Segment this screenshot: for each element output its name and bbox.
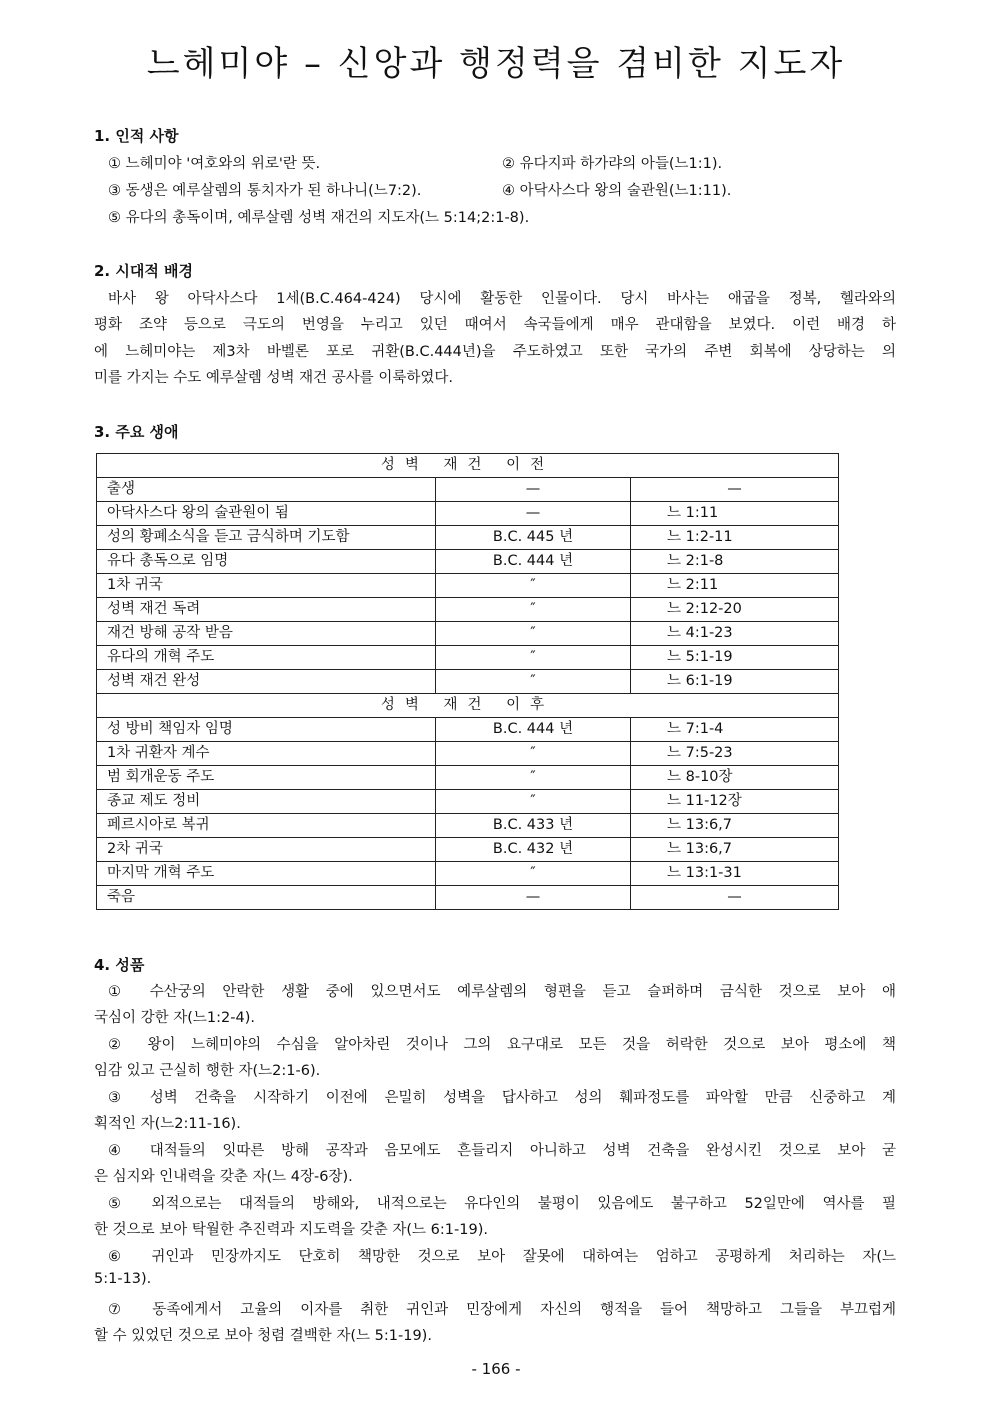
- ref-text: 느 1:11: [667, 505, 719, 521]
- ref-text: 느 13:6,7: [667, 817, 733, 833]
- date-cell: B.C. 432 년: [436, 838, 631, 862]
- section-4-line-4: 임감 있고 근실히 행한 자(느2:1-6).: [94, 1063, 321, 1079]
- table-row: [97, 574, 839, 598]
- ref-cell: [631, 598, 839, 622]
- event-cell: 죽음: [97, 886, 436, 910]
- ref-cell: —: [631, 886, 839, 910]
- date-cell: B.C. 444 년: [436, 550, 631, 574]
- section-2-line-3: 에 느헤미야는 제3차 바벨론 포로 귀환(B.C.444년)을 주도하였고 또한 국가의 주변 회복에 상당하는 의: [94, 344, 896, 360]
- page-title: 느헤미야 – 신앙과 행정력을 겸비한 지도자: [146, 44, 846, 84]
- date-cell: ″: [436, 862, 631, 886]
- section-4-line-1: ① 수산궁의 안락한 생활 중에 있으면서도 예루살렘의 형편을 듣고 슬퍼하며 금식한 것으로 보아 애: [108, 984, 896, 1000]
- date-cell: ″: [436, 646, 631, 670]
- section-4-line-8: 은 심지와 인내력을 갖춘 자(느 4장-6장).: [94, 1169, 353, 1185]
- event-cell: 유다 총독으로 임명: [97, 550, 436, 574]
- section-2-line-2: 평화 조약 등으로 극도의 번영을 누리고 있던 때여서 속국들에게 매우 관대함을 보였다. 이런 배경 하: [94, 317, 896, 333]
- ref-cell: [631, 718, 839, 742]
- date-cell: ″: [436, 574, 631, 598]
- table-row: [97, 598, 839, 622]
- event-cell: 범 회개운동 주도: [97, 766, 436, 790]
- section-2-line-4: 미를 가지는 수도 예루살렘 성벽 재건 공사를 이룩하였다.: [94, 370, 454, 386]
- section-4-line-3: ② 왕이 느헤미야의 수심을 알아차린 것이나 그의 요구대로 모든 것을 허락한 것으로 보아 평소에 책: [108, 1037, 896, 1053]
- section-4-line-6: 획적인 자(느2:11-16).: [94, 1116, 241, 1132]
- section-4-line-14: 할 수 있었던 것으로 보아 청렴 결백한 자(느 5:1-19).: [94, 1328, 432, 1344]
- event-cell: 페르시아로 복귀: [97, 814, 436, 838]
- event-cell: 1차 귀국: [97, 574, 436, 598]
- ref-text: 느 13:1-31: [667, 865, 742, 881]
- ref-cell: [631, 622, 839, 646]
- event-cell: 성벽 재건 완성: [97, 670, 436, 694]
- table-header-row: [97, 694, 839, 718]
- date-cell: —: [436, 886, 631, 910]
- table-row: [97, 646, 839, 670]
- date-cell: ″: [436, 622, 631, 646]
- ref-text: 느 4:1-23: [667, 625, 733, 641]
- section-4-line-12: 5:1-13).: [94, 1271, 152, 1287]
- section-2-line-1: 바사 왕 아닥사스다 1세(B.C.464-424) 당시에 활동한 인물이다. 당시 바사는 애굽을 정복, 헬라와의: [108, 291, 896, 307]
- date-cell: B.C. 444 년: [436, 718, 631, 742]
- table-row: [97, 814, 839, 838]
- section-1-item-2: ② 유다지파 하가랴의 아들(느1:1).: [502, 156, 723, 172]
- event-cell: 마지막 개혁 주도: [97, 862, 436, 886]
- event-cell: 2차 귀국: [97, 838, 436, 862]
- ref-text: 느 2:12-20: [667, 601, 742, 617]
- date-cell: —: [436, 478, 631, 502]
- section-4-line-9: ⑤ 외적으로는 대적들의 방해와, 내적으로는 유다인의 불평이 있음에도 불구하고 52일만에 역사를 필: [108, 1196, 896, 1212]
- ref-text: 느 5:1-19: [667, 649, 733, 665]
- ref-cell: [631, 790, 839, 814]
- event-cell: 아닥사스다 왕의 술관원이 됨: [97, 502, 436, 526]
- ref-text: 느 2:11: [667, 577, 719, 593]
- ref-text: 느 8-10장: [667, 769, 733, 785]
- ref-cell: [631, 838, 839, 862]
- date-cell: ″: [436, 790, 631, 814]
- ref-cell: [631, 550, 839, 574]
- section-4-line-7: ④ 대적들의 잇따른 방해 공작과 음모에도 흔들리지 아니하고 성벽 건축을 완성시킨 것으로 보아 굳: [108, 1143, 896, 1159]
- ref-text: 느 13:6,7: [667, 841, 733, 857]
- event-cell: 성의 황폐소식을 듣고 금식하며 기도함: [97, 526, 436, 550]
- date-cell: ″: [436, 670, 631, 694]
- table-row: [97, 838, 839, 862]
- table-row: [97, 670, 839, 694]
- date-cell: ″: [436, 598, 631, 622]
- table-row: [97, 766, 839, 790]
- table-row: [97, 526, 839, 550]
- ref-text: 느 7:1-4: [667, 721, 724, 737]
- ref-text: 느 11-12장: [667, 793, 742, 809]
- table-row: [97, 478, 839, 502]
- section-4-line-13: ⑦ 동족에게서 고율의 이자를 취한 귀인과 민장에게 자신의 행적을 들어 책망하고 그들을 부끄럽게: [108, 1302, 896, 1318]
- section-1-item-1: ① 느헤미야 '여호와의 위로'란 뜻.: [108, 156, 321, 172]
- date-cell: B.C. 433 년: [436, 814, 631, 838]
- date-cell: ″: [436, 766, 631, 790]
- date-cell: ″: [436, 742, 631, 766]
- section-4-line-2: 국심이 강한 자(느1:2-4).: [94, 1010, 255, 1026]
- ref-cell: [631, 646, 839, 670]
- ref-cell: [631, 670, 839, 694]
- table-row: [97, 862, 839, 886]
- life-timeline-table: [96, 453, 839, 910]
- ref-cell: [631, 502, 839, 526]
- section-4-line-10: 한 것으로 보아 탁월한 추진력과 지도력을 갖춘 자(느 6:1-19).: [94, 1222, 488, 1238]
- event-cell: 재건 방해 공작 받음: [97, 622, 436, 646]
- table-header-row: [97, 454, 839, 478]
- event-cell: 성 방비 책임자 임명: [97, 718, 436, 742]
- table-row: [97, 886, 839, 910]
- ref-cell: [631, 742, 839, 766]
- ref-cell: [631, 526, 839, 550]
- event-cell: 종교 제도 정비: [97, 790, 436, 814]
- event-cell: 유다의 개혁 주도: [97, 646, 436, 670]
- ref-cell: [631, 814, 839, 838]
- event-cell: 1차 귀환자 계수: [97, 742, 436, 766]
- section-1-item-3: ③ 동생은 예루살렘의 통치자가 된 하나니(느7:2).: [108, 183, 422, 199]
- ref-text: 느 1:2-11: [667, 529, 733, 545]
- section-4-line-5: ③ 성벽 건축을 시작하기 이전에 은밀히 성벽을 답사하고 성의 훼파정도를 파악할 만큼 신중하고 계: [108, 1090, 896, 1106]
- section-3-heading: 3. 주요 생애: [94, 423, 179, 441]
- table-row: [97, 550, 839, 574]
- ref-text: 느 6:1-19: [667, 673, 733, 689]
- event-cell: 성벽 재건 독려: [97, 598, 436, 622]
- table-row: [97, 718, 839, 742]
- table-row: [97, 502, 839, 526]
- date-cell: B.C. 445 년: [436, 526, 631, 550]
- header-before-rebuild: 성벽 재건 이전: [97, 454, 839, 478]
- event-cell: 출생: [97, 478, 436, 502]
- ref-cell: [631, 574, 839, 598]
- ref-cell: [631, 766, 839, 790]
- section-4-line-11: ⑥ 귀인과 민장까지도 단호히 책망한 것으로 보아 잘못에 대하여는 엄하고 공평하게 처리하는 자(느: [108, 1249, 896, 1265]
- ref-text: 느 7:5-23: [667, 745, 733, 761]
- section-2-heading: 2. 시대적 배경: [94, 262, 194, 280]
- section-1-item-4: ④ 아닥사스다 왕의 술관원(느1:11).: [502, 183, 732, 199]
- section-4-heading: 4. 성품: [94, 956, 145, 974]
- page-number: - 166 -: [471, 1360, 521, 1378]
- table-row: [97, 742, 839, 766]
- table-row: [97, 790, 839, 814]
- ref-text: 느 2:1-8: [667, 553, 724, 569]
- section-1-heading: 1. 인적 사항: [94, 127, 179, 145]
- date-cell: —: [436, 502, 631, 526]
- ref-cell: [631, 862, 839, 886]
- ref-cell: —: [631, 478, 839, 502]
- header-after-rebuild: 성벽 재건 이후: [97, 694, 839, 718]
- section-1-item-5: ⑤ 유다의 총독이며, 예루살렘 성벽 재건의 지도자(느 5:14;2:1-8).: [108, 210, 530, 226]
- table-row: [97, 622, 839, 646]
